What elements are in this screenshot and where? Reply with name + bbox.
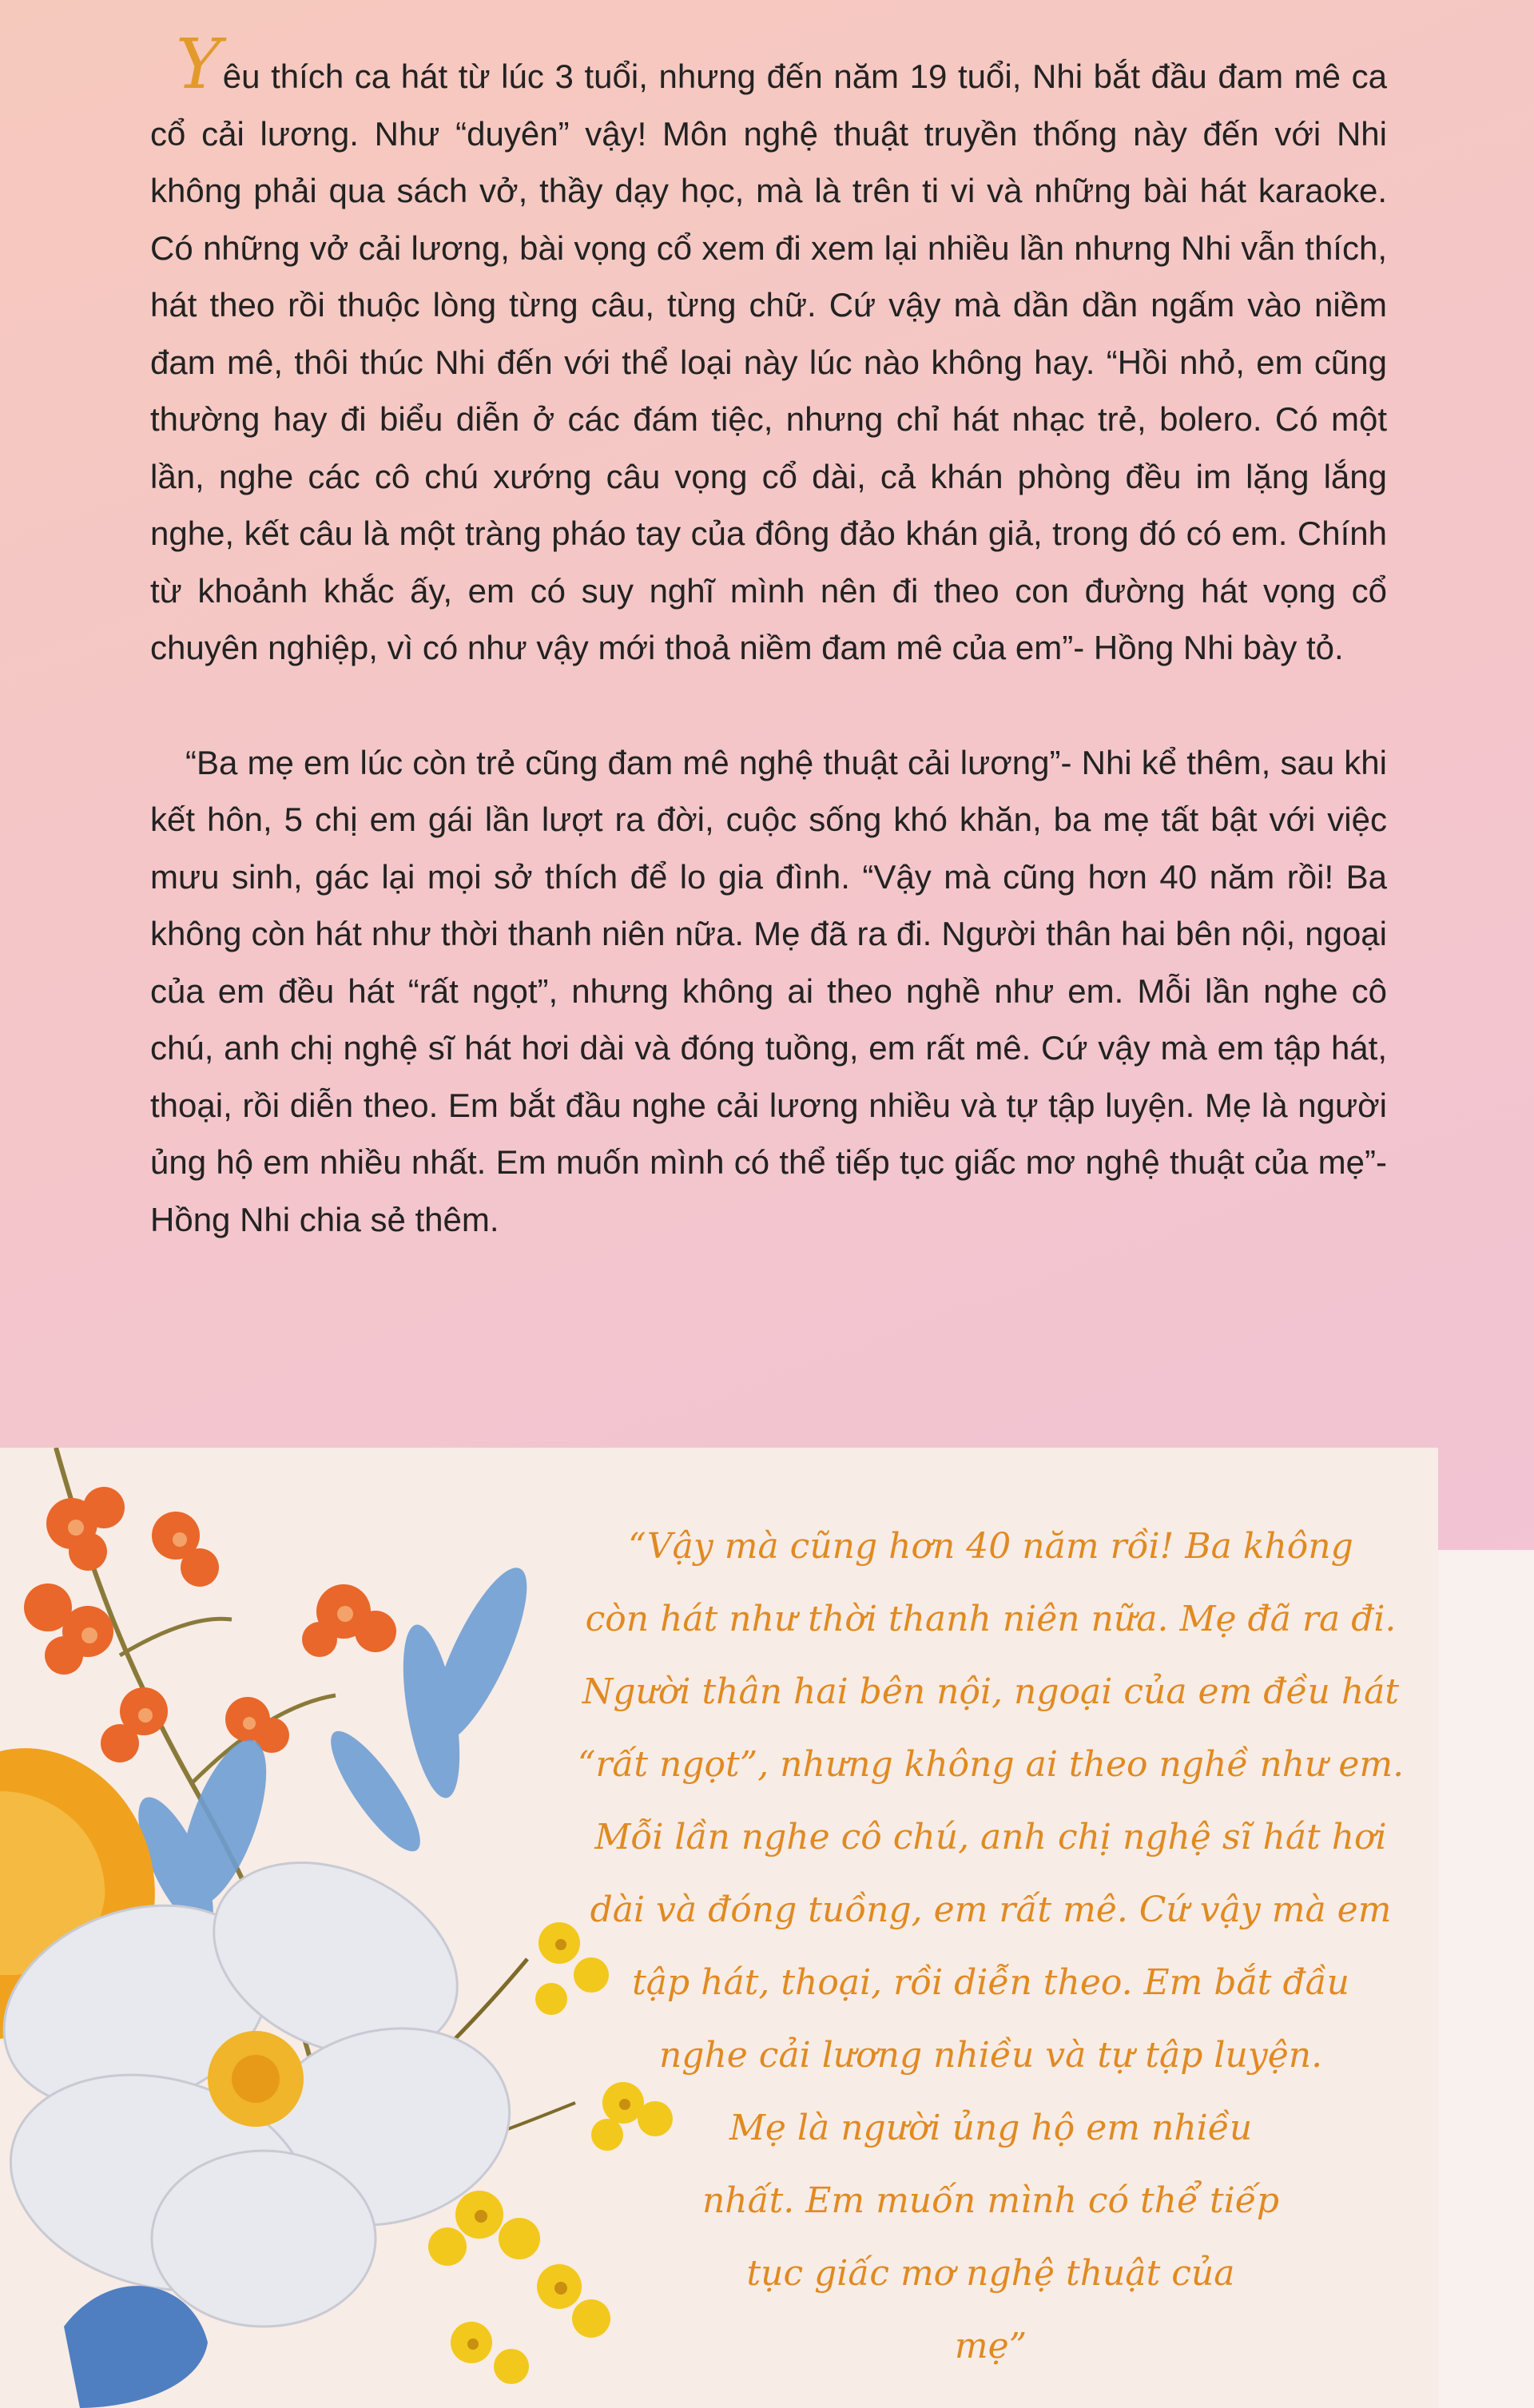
quote-line: mẹ” [954, 2326, 1027, 2366]
quote-line: nhất. Em muốn mình có thể tiếp [701, 2180, 1280, 2221]
quote-line: Mẹ là người ủng hộ em nhiều [729, 2108, 1253, 2148]
quote-line: Mỗi lần nghe cô chú, anh chị nghệ sĩ hát hơi [594, 1817, 1387, 1858]
article-paragraph-2: “Ba mẹ em lúc còn trẻ cũng đam mê nghệ thuật cải lương”- Nhi kể thêm, sau khi kết hôn, 5 chị em gái lần lượt ra đời, cuộc sống khó khăn, ba mẹ tất bật với việc mưu sinh, gác lại mọi sở thích để lo gia đình. “Vậy mà cũng hơn 40 năm rồi! Ba không còn hát như thời thanh niên nữa. Mẹ đã ra đi. Người thân hai bên nội, ngoại của em đều hát “rất ngọt”, nhưng không ai theo nghề như em. Mỗi lần nghe cô chú, anh chị nghệ sĩ hát hơi dài và đóng tuồng, em rất mê. Cứ vậy mà em tập hát, thoại, rồi diễn theo. Em bắt đầu nghe cải lương nhiều và tự tập luyện. Mẹ là người ủng hộ em nhiều nhất. Em muốn mình có thể tiếp tục giấc mơ nghệ thuật của mẹ”- Hồng Nhi chia sẻ thêm. [150, 743, 1387, 1238]
quote-line: nghe cải lương nhiều và tự tập luyện. [658, 2035, 1323, 2076]
quote-line: tục giấc mơ nghệ thuật của [746, 2253, 1235, 2294]
article-paragraph-1 [150, 25, 1387, 677]
quote-line: còn hát như thời thanh niên nữa. Mẹ đã ra đi. [585, 1599, 1397, 1639]
quote-line: “rất ngọt”, nhưng không ai theo nghề như em. [577, 1744, 1405, 1785]
quote-line: tập hát, thoại, rồi diễn theo. Em bắt đầu [632, 1962, 1349, 2003]
quote-line: “Vậy mà cũng hơn 40 năm rồi! Ba không [628, 1526, 1353, 1567]
paragraph-1-text: êu thích ca hát từ lúc 3 tuổi, nhưng đến năm 19 tuổi, Nhi bắt đầu đam mê ca cổ cải lương. Như “duyên” vậy! Môn nghệ thuật truyền thống này đến với Nhi không phải qua sách vở, thầy dạy học, mà là trên ti vi và những bài hát karaoke. Có những vở cải lương, bài vọng cổ xem đi xem lại nhiều lần nhưng Nhi vẫn thích, hát theo rồi thuộc lòng từng câu, từng chữ. Cứ vậy mà dần dần ngấm vào niềm đam mê, thôi thúc Nhi đến với thể loại này lúc nào không hay. “Hồi nhỏ, em cũng thường hay đi biểu diễn ở các đám tiệc, nhưng chỉ hát nhạc trẻ, bolero. Có một lần, nghe các cô chú xướng câu vọng cổ dài, cả khán phòng đều im lặng lắng nghe, kết câu là một tràng pháo tay của đông đảo khán giả, trong đó có em. Chính từ khoảnh khắc ấy, em có suy nghĩ mình nên đi theo con đường hát vọng cổ chuyên nghiệp, vì có như vậy mới thoả niềm đam mê của em”- Hồng Nhi bày tỏ. [150, 58, 1387, 666]
pull-quote [559, 1510, 1422, 2382]
drop-cap: Y [176, 25, 221, 105]
quote-line: dài và đóng tuồng, em rất mê. Cứ vậy mà em [590, 1889, 1392, 1930]
panel-edge [1438, 1550, 1534, 2408]
quote-line: Người thân hai bên nội, ngoại của em đều hát [582, 1671, 1400, 1712]
article-body [150, 25, 1387, 1248]
